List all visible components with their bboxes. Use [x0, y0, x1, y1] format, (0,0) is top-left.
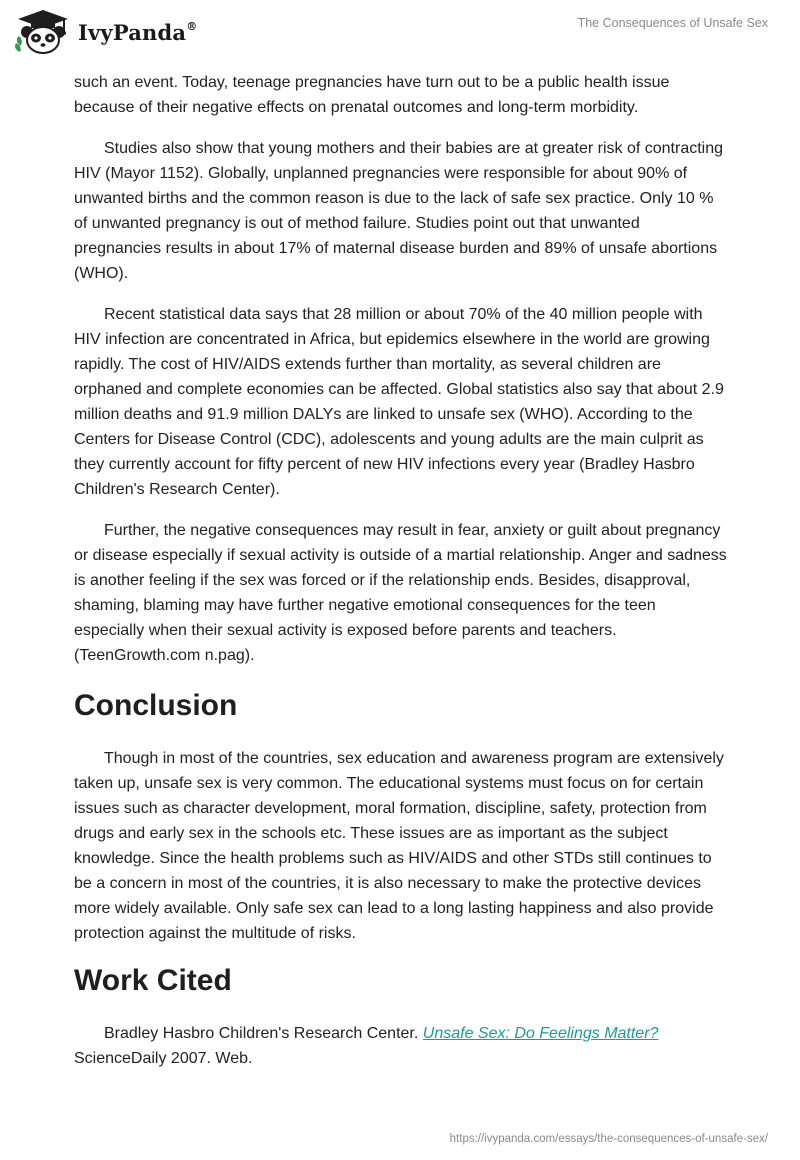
document-title: The Consequences of Unsafe Sex [577, 16, 768, 30]
citation-link[interactable]: Unsafe Sex: Do Feelings Matter? [422, 1025, 659, 1042]
panda-graduate-icon [14, 8, 72, 56]
conclusion-heading: Conclusion [74, 689, 238, 722]
page-header [0, 0, 800, 64]
paragraph: Further, the negative consequences may result in fear, anxiety or guilt about pregnancy or disease especially if sexual activity is outside of a martial relationship. Anger and sadness is another feeling if the sex was forced or if the relationship ends. Besides, disapproval, shaming, blaming may have further negative emotional consequences for the teen especially when their sexual activity is exposed before parents and teachers. (TeenGrowth.com n.pag). [74, 522, 727, 664]
citation-entry: Bradley Hasbro Children's Research Center. Unsafe Sex: Do Feelings Matter? ScienceDaily 2007. Web. [74, 1025, 659, 1067]
essay-content [74, 70, 730, 1087]
paragraph: Studies also show that young mothers and their babies are at greater risk of contracting HIV (Mayor 1152). Globally, unplanned pregnancies were responsible for about 90% of unwanted births and the common reason is due to the lack of safe sex practice. Only 10 % of unwanted pregnancy is out of method failure. Studies point out that unwanted pregnancies results in about 17% of maternal disease burden and 89% of unsafe abortions (WHO). [74, 140, 724, 282]
ivypanda-logo[interactable] [14, 8, 197, 56]
paragraph: Recent statistical data says that 28 million or about 70% of the 40 million people with HIV infection are concentrated in Africa, but epidemics elsewhere in the world are growing rapidly. The cost of HIV/AIDS extends further than mortality, as several children are orphaned and complete economies can be affected. Global statistics also say that about 2.9 million deaths and 91.9 million DALYs are linked to unsafe sex (WHO). According to the Centers for Disease Control (CDC), adolescents and young adults are the main culprit as they currently account for fifty percent of new HIV infections every year (Bradley Hasbro Children's Research Center). [74, 306, 724, 498]
conclusion-paragraph: Though in most of the countries, sex education and awareness program are extensively taken up, unsafe sex is very common. The educational systems must focus on for certain issues such as character development, moral formation, discipline, safety, protection from drugs and early sex in the schools etc. These issues are as important as the subject knowledge. Since the health problems such as HIV/AIDS and other STDs still continues to be a concern in most of the countries, it is also necessary to make the protective devices more widely available. Only safe sex can lead to a long lasting happiness and also provide protection against the multitude of risks. [74, 750, 724, 942]
brand-name: IvyPanda® [78, 19, 198, 45]
paragraph: such an event. Today, teenage pregnancies have turn out to be a public health issue because of their negative effects on prenatal outcomes and long-term morbidity. [74, 74, 670, 116]
source-url[interactable]: https://ivypanda.com/essays/the-consequences-of-unsafe-sex/ [449, 1133, 768, 1145]
works-cited-heading: Work Cited [74, 964, 232, 997]
